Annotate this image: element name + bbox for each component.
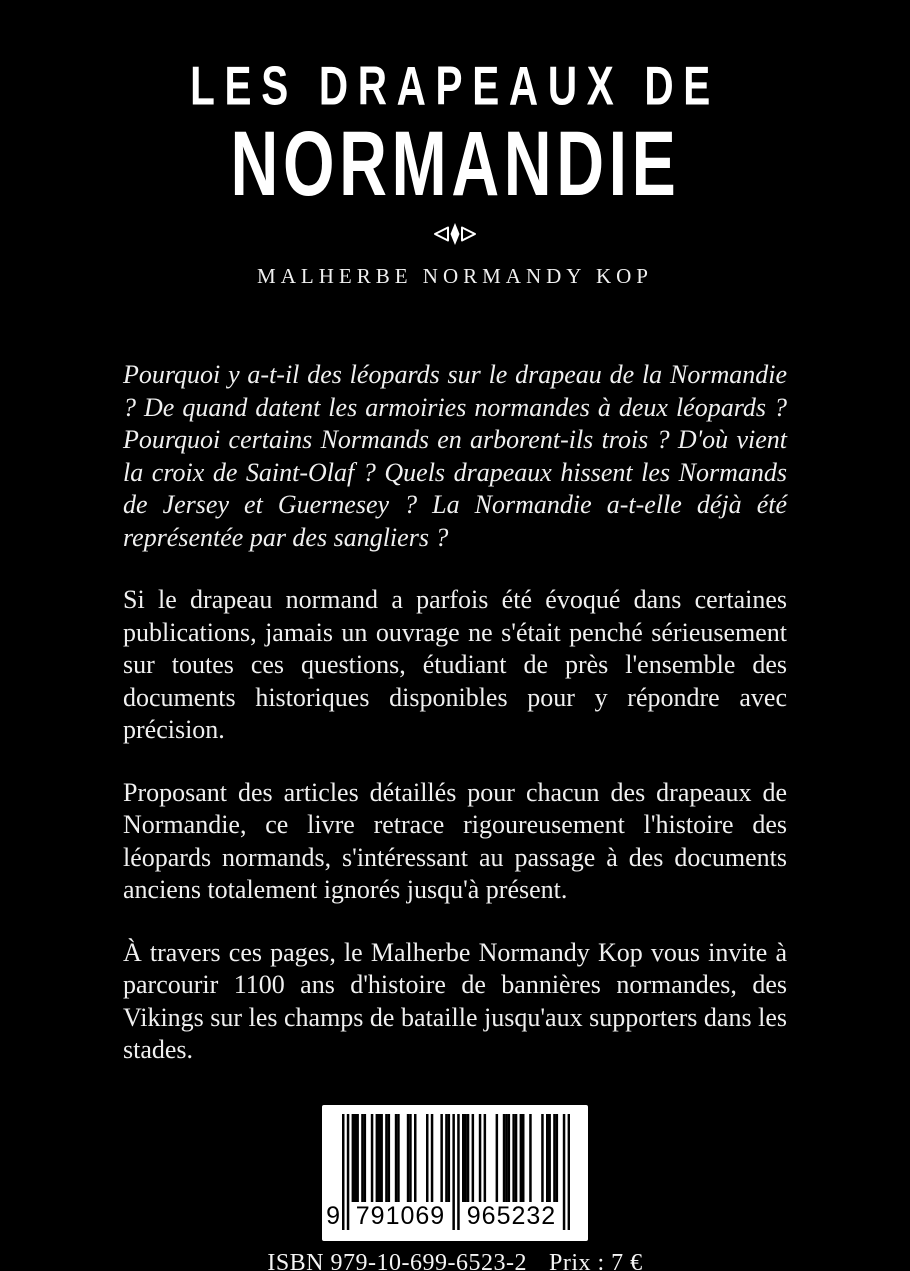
blurb-paragraph-4: À travers ces pages, le Malherbe Normandy Kop vous invite à parcourir 1100 ans d'histoire de bannières normandes, des Vikings sur les champs de bataille jusqu'aux supporters dans les stades. — [123, 937, 787, 1064]
book-title-line2: NORMANDIE — [230, 113, 680, 216]
barcode-digits-group2: 965232 — [466, 1201, 557, 1230]
barcode-digit-first: 9 — [326, 1201, 340, 1230]
book-title-line1: LES DRAPEAUX DE — [190, 55, 720, 117]
price-label: Prix : 7 € — [548, 1249, 643, 1271]
blurb-paragraph-3: Proposant des articles détaillés pour chacun des drapeaux de Normandie, ce livre retrace rigoureusement l'histoire des léopards normands, s'intéressant au passage à des documents anciens totalement ignorés jusqu'à présent. — [123, 777, 787, 904]
isbn-price-line — [0, 1250, 910, 1271]
barcode-digits-group1: 791069 — [355, 1201, 446, 1230]
isbn-label: ISBN 979-10-699-6523-2 — [267, 1249, 527, 1271]
back-cover-blurb — [123, 359, 787, 1067]
diamond-divider-icon — [317, 222, 593, 246]
title-block — [0, 0, 910, 216]
title-line1-wrap — [0, 54, 910, 117]
divider — [0, 222, 910, 246]
blurb-paragraph-2: Si le drapeau normand a parfois été évoqué dans certaines publications, jamais un ouvrage ne s'était penché sérieusement sur toutes ces questions, étudiant de près l'ensemble des documents historiques disponibles pour y répondre avec précision. — [123, 585, 787, 744]
title-line2-wrap — [0, 112, 910, 216]
barcode — [322, 1105, 588, 1241]
blurb-paragraph-questions: Pourquoi y a-t-il des léopards sur le drapeau de la Normandie ? De quand datent les armoiries normandes à deux léopards ? Pourquoi certains Normands en arborent-ils trois ? D'où vient la croix de Saint-Olaf ? Quels drapeaux hissent les Normands de Jersey et Guernesey ? La Normandie a-t-elle déjà été représentée par des sangliers ? — [123, 360, 787, 552]
author-subtitle: MALHERBE NORMANDY KOP — [257, 264, 653, 288]
